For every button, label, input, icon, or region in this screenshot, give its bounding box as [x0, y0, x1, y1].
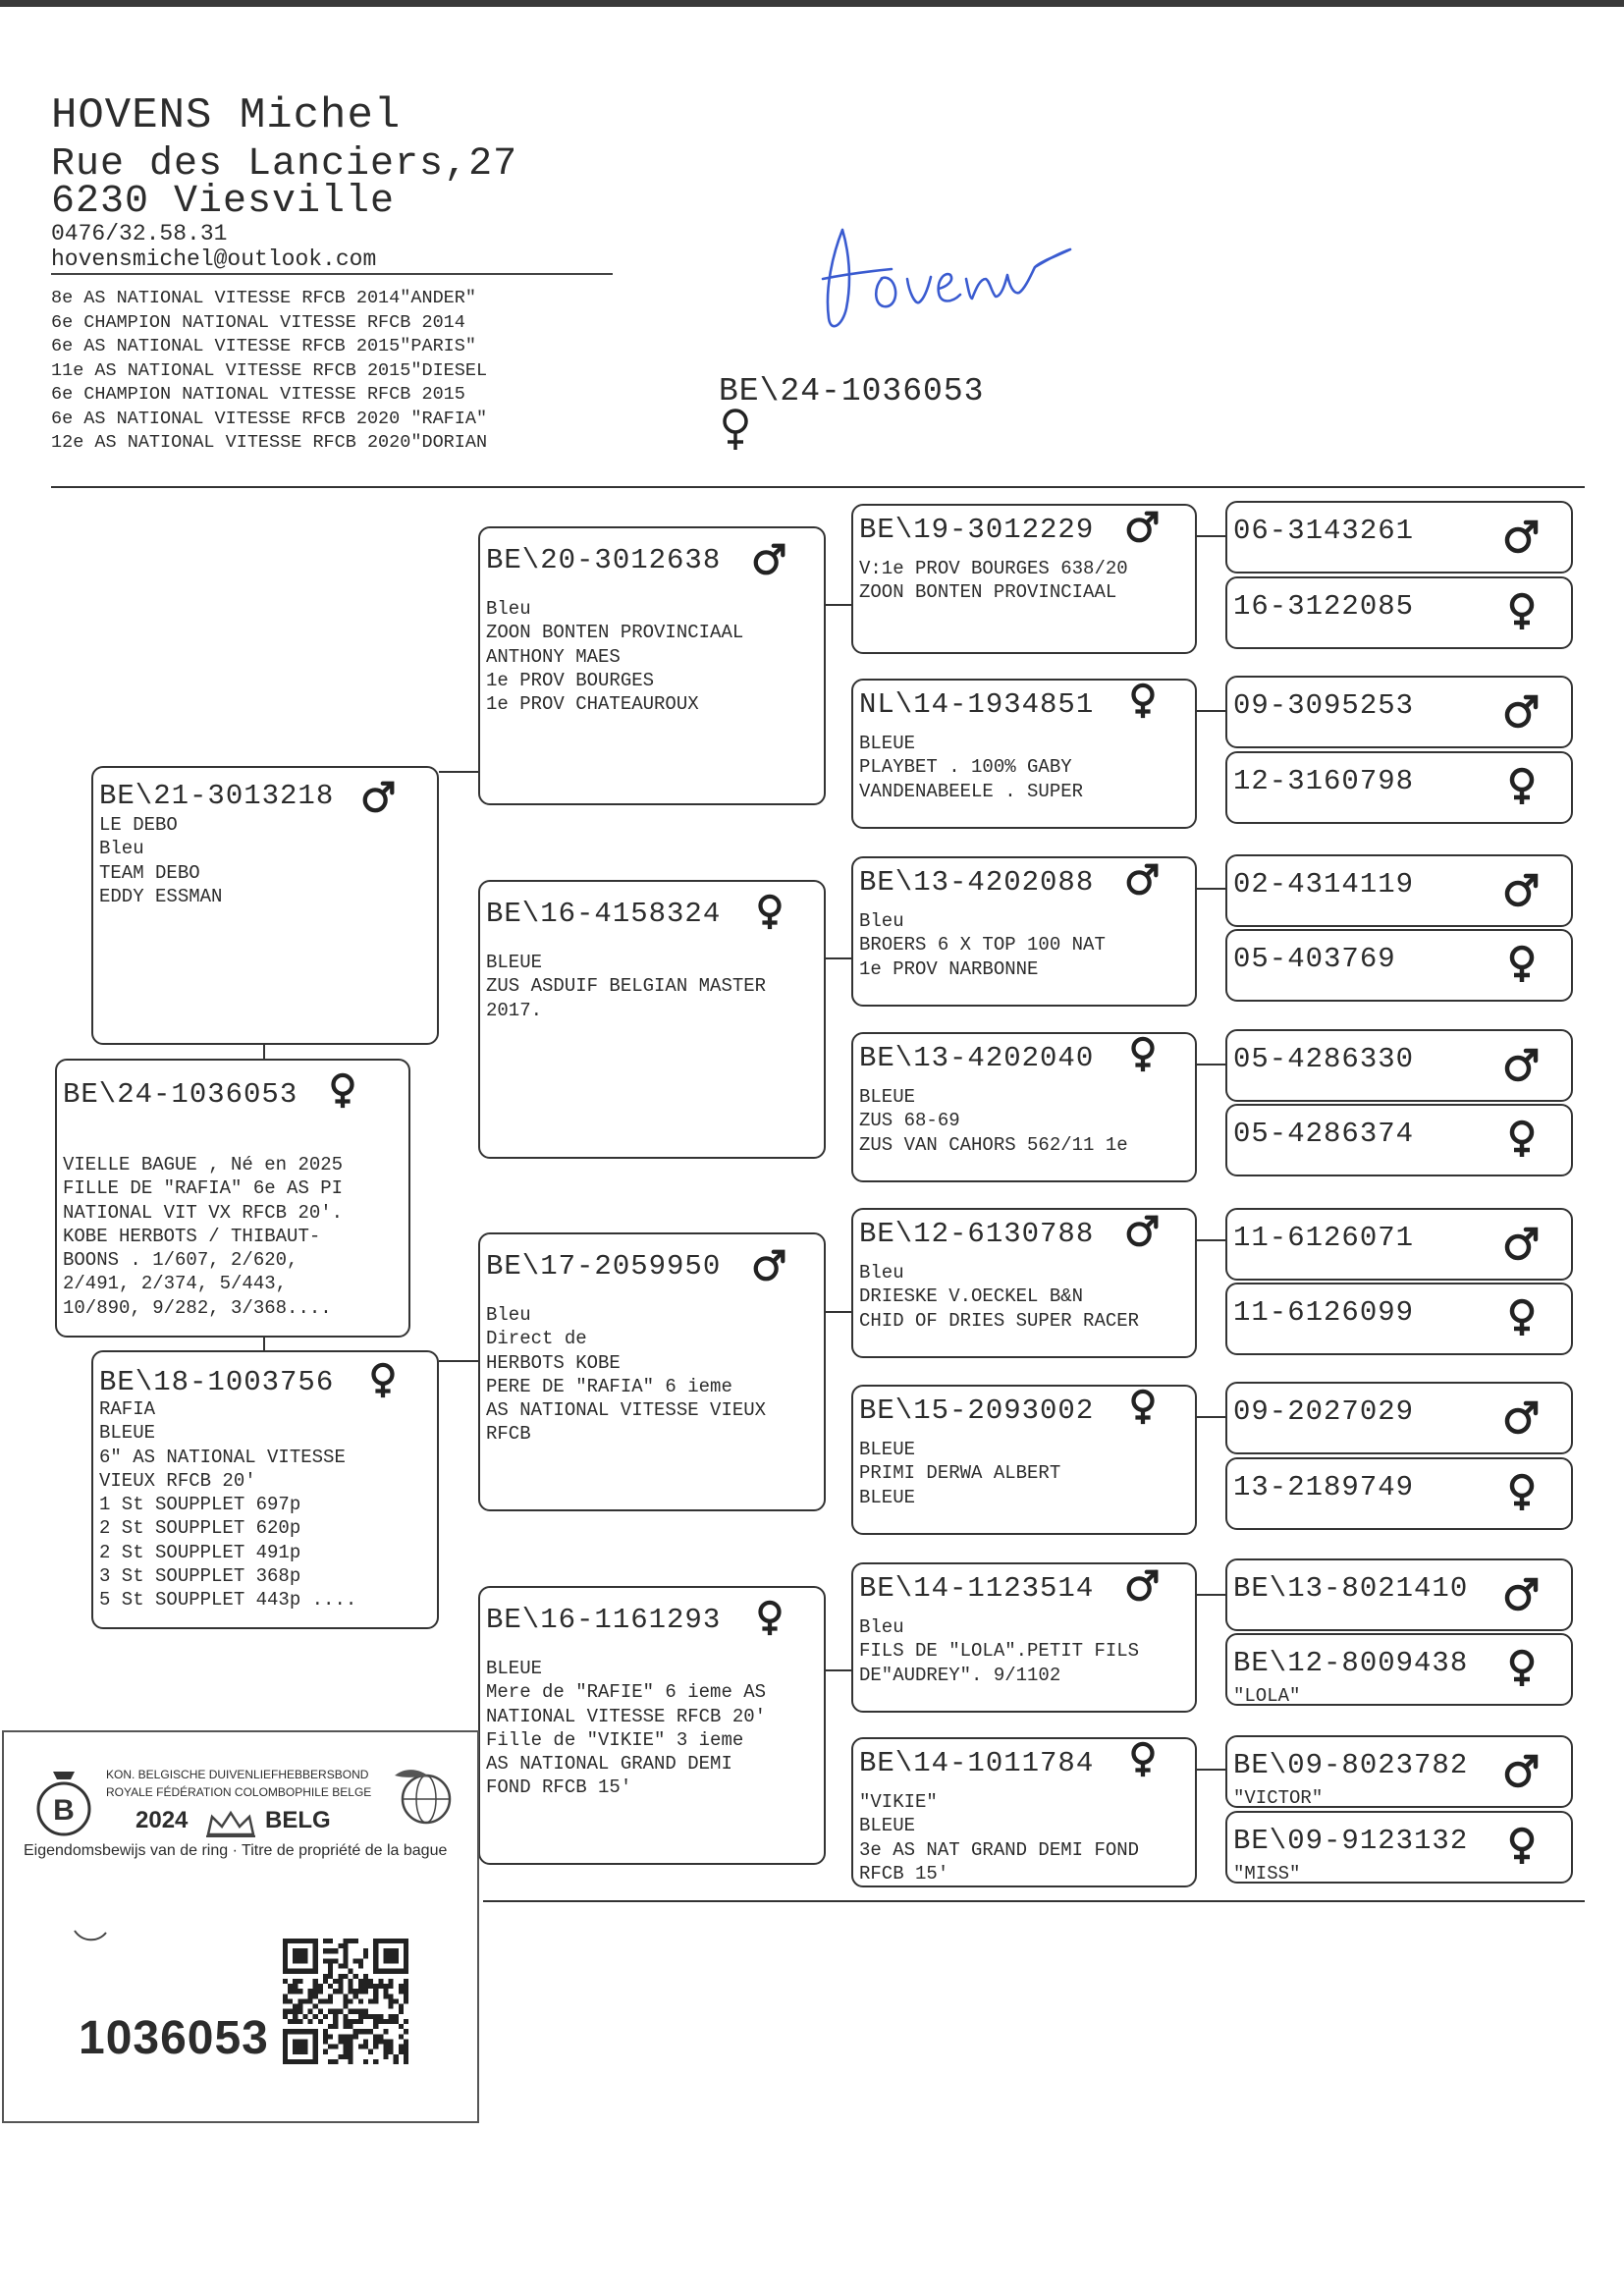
ring-number: 12-3160798 — [1233, 765, 1415, 797]
pigeon-notes: BLEUE PLAYBET . 100% GABY VANDENABEELE . SUPER — [859, 733, 1084, 802]
pigeon-notes: BLEUE ZUS ASDUIF BELGIAN MASTER 2017. — [486, 952, 767, 1021]
connector-line — [1197, 888, 1225, 890]
pigeon-notes: "VIKIE" BLEUE 3e AS NAT GRAND DEMI FOND RFCB 15' — [859, 1791, 1140, 1885]
female-symbol-icon — [751, 1600, 788, 1637]
ring-number: 05-4286374 — [1233, 1118, 1415, 1150]
footer-divider — [483, 1900, 1585, 1902]
crown-icon — [204, 1809, 257, 1838]
pigeon-notes: V:1e PROV BOURGES 638/20 ZOON BONTEN PROVINCIAAL — [859, 558, 1128, 604]
ring-number: BE\18-1003756 — [99, 1366, 335, 1398]
owner-divider — [51, 273, 613, 275]
gg-grandparent-box — [1225, 929, 1573, 1002]
ring-number: BE\09-9123132 — [1233, 1825, 1469, 1857]
female-symbol-icon — [1502, 945, 1542, 984]
gg-grandparent-box — [1225, 1633, 1573, 1706]
svg-text:B: B — [53, 1794, 75, 1827]
globe-pigeon-logo-icon — [387, 1762, 465, 1831]
male-symbol-icon — [1124, 860, 1162, 898]
owner-street: Rue des Lanciers,27 — [51, 142, 518, 187]
ring-number: 11-6126099 — [1233, 1296, 1415, 1329]
male-symbol-icon — [1502, 691, 1542, 731]
connector-line — [1197, 535, 1225, 537]
ring-number: BE\17-2059950 — [486, 1250, 722, 1283]
connector-line — [826, 1311, 851, 1313]
ring-number: 09-3095253 — [1233, 689, 1415, 722]
ring-number: 16-3122085 — [1233, 590, 1415, 623]
pigeon-name: "LOLA" — [1233, 1685, 1301, 1706]
connector-line — [1197, 1239, 1225, 1241]
connector-line — [263, 1338, 265, 1350]
ring-number: BE\16-1161293 — [486, 1604, 722, 1636]
hole-mark-icon — [71, 1927, 110, 1946]
qr-code-icon — [283, 1939, 408, 2064]
female-symbol-icon — [1124, 683, 1162, 720]
male-symbol-icon — [1502, 1224, 1542, 1263]
female-symbol-icon — [1502, 1827, 1542, 1866]
achievement-line: 6e CHAMPION NATIONAL VITESSE RFCB 2015 — [51, 384, 465, 405]
female-symbol-icon — [364, 1362, 402, 1399]
gg-grandparent-box — [1225, 1104, 1573, 1176]
great-grandparent-box — [851, 856, 1197, 1007]
owner-city: 6230 Viesville — [51, 180, 396, 224]
pigeon-notes: BLEUE PRIMI DERWA ALBERT BLEUE — [859, 1439, 1061, 1508]
great-grandparent-box — [851, 1032, 1197, 1182]
card-ring-number: 1036053 — [79, 2012, 269, 2064]
female-symbol-icon — [1124, 1036, 1162, 1073]
ring-number: 13-2189749 — [1233, 1471, 1415, 1503]
female-symbol-icon — [1124, 1741, 1162, 1778]
ring-number: BE\15-2093002 — [859, 1394, 1095, 1427]
card-org-fr: ROYALE FÉDÉRATION COLOMBOPHILE BELGE — [106, 1785, 372, 1799]
ring-number: 09-2027029 — [1233, 1395, 1415, 1428]
male-symbol-icon — [1124, 508, 1162, 545]
female-symbol-icon — [1502, 1298, 1542, 1338]
great-grandparent-box — [851, 1737, 1197, 1887]
owner-name: HOVENS Michel — [51, 91, 402, 140]
ring-number: BE\14-1123514 — [859, 1572, 1095, 1605]
achievement-line: 6e CHAMPION NATIONAL VITESSE RFCB 2014 — [51, 311, 465, 333]
gg-grandparent-box — [1225, 1382, 1573, 1454]
owner-phone: 0476/32.58.31 — [51, 221, 228, 246]
gg-grandparent-box — [1225, 1457, 1573, 1530]
ring-number: BE\12-6130788 — [859, 1218, 1095, 1250]
ring-number: BE\13-8021410 — [1233, 1572, 1469, 1605]
pigeon-box — [55, 1059, 410, 1338]
pigeon-name: "VICTOR" — [1233, 1787, 1324, 1808]
connector-line — [439, 771, 478, 773]
achievement-line: 6e AS NATIONAL VITESSE RFCB 2015"PARIS" — [51, 336, 476, 356]
male-symbol-icon — [1502, 1751, 1542, 1790]
card-year: 2024 — [135, 1807, 189, 1833]
grandparent-box — [478, 1232, 826, 1511]
ring-number: 05-4286330 — [1233, 1043, 1415, 1075]
ring-number: 05-403769 — [1233, 943, 1396, 975]
ring-number: 11-6126071 — [1233, 1222, 1415, 1254]
card-title: Eigendomsbewijs van de ring · Titre de propriété de la bague — [24, 1842, 448, 1859]
connector-line — [1197, 1416, 1225, 1418]
connector-line — [826, 1669, 851, 1671]
great-grandparent-box — [851, 1385, 1197, 1535]
female-symbol-icon — [1124, 1389, 1162, 1426]
ring-number: BE\24-1036053 — [63, 1078, 298, 1111]
female-symbol-icon — [751, 894, 788, 931]
connector-line — [1197, 710, 1225, 712]
gg-grandparent-box — [1225, 1558, 1573, 1631]
ring-number: 02-4314119 — [1233, 868, 1415, 901]
ring-number: 06-3143261 — [1233, 515, 1415, 547]
female-symbol-icon — [324, 1072, 361, 1110]
female-symbol-icon — [1502, 767, 1542, 806]
ring-number: BE\12-8009438 — [1233, 1647, 1469, 1679]
male-symbol-icon — [1502, 1574, 1542, 1613]
owner-achievements — [51, 287, 487, 456]
gg-grandparent-box — [1225, 1735, 1573, 1808]
connector-line — [1197, 1064, 1225, 1066]
male-symbol-icon — [751, 540, 788, 577]
female-symbol-icon — [1502, 1120, 1542, 1159]
ring-ownership-card — [2, 1730, 479, 2123]
male-symbol-icon — [1502, 1045, 1542, 1084]
great-grandparent-box — [851, 504, 1197, 654]
gg-grandparent-box — [1225, 676, 1573, 748]
pigeon-notes: Bleu Direct de HERBOTS KOBE PERE DE "RAFIA" 6 ieme AS NATIONAL VITESSE VIEUX RFCB — [486, 1304, 767, 1446]
gg-grandparent-box — [1225, 751, 1573, 824]
subject-ring-number: BE\24-1036053 — [719, 373, 985, 410]
grandparent-box — [478, 1586, 826, 1865]
connector-line — [1197, 1594, 1225, 1596]
ring-number: NL\14-1934851 — [859, 688, 1095, 721]
ring-number: BE\20-3012638 — [486, 544, 722, 576]
pigeon-notes: BLEUE Mere de "RAFIE" 6 ieme AS NATIONAL VITESSE RFCB 20' Fille de "VIKIE" 3 ieme AS NATIONAL GRAND DEMI FOND RFCB 15' — [486, 1658, 767, 1799]
great-grandparent-box — [851, 679, 1197, 829]
male-symbol-icon — [1502, 517, 1542, 556]
female-symbol-icon — [1502, 592, 1542, 631]
dam-box — [91, 1350, 439, 1629]
card-country: BELG — [265, 1807, 331, 1833]
pigeon-notes: RAFIA BLEUE 6" AS NATIONAL VITESSE VIEUX RFCB 20' 1 St SOUPPLET 697p 2 St SOUPPLET 620p 2 St SOUPPLET 491p 3 St SOUPPLET 368p 5 St SOUPPLET 443p .... — [99, 1398, 357, 1612]
header-divider — [51, 486, 1585, 488]
male-symbol-icon — [1124, 1566, 1162, 1604]
pigeon-notes: Bleu FILS DE "LOLA".PETIT FILS DE"AUDREY". 9/1102 — [859, 1616, 1140, 1686]
female-symbol-icon — [719, 407, 752, 454]
pigeon-notes: BLEUE ZUS 68-69 ZUS VAN CAHORS 562/11 1e — [859, 1086, 1128, 1156]
gg-grandparent-box — [1225, 576, 1573, 649]
scan-top-edge — [0, 0, 1624, 7]
great-grandparent-box — [851, 1562, 1197, 1713]
card-org-nl: KON. BELGISCHE DUIVENLIEFHEBBERSBOND — [106, 1768, 369, 1781]
gg-grandparent-box — [1225, 1208, 1573, 1281]
gg-grandparent-box — [1225, 1283, 1573, 1355]
handwritten-signature — [813, 210, 1078, 338]
pigeon-notes: Bleu DRIESKE V.OECKEL B&N CHID OF DRIES SUPER RACER — [859, 1262, 1140, 1332]
grandparent-box — [478, 526, 826, 805]
ring-number: BE\16-4158324 — [486, 898, 722, 930]
male-symbol-icon — [1502, 1397, 1542, 1437]
connector-line — [826, 957, 851, 959]
female-symbol-icon — [1502, 1649, 1542, 1688]
sire-box — [91, 766, 439, 1045]
pigeon-name: "MISS" — [1233, 1863, 1301, 1884]
federation-logo-icon — [33, 1764, 94, 1842]
pigeon-notes: VIELLE BAGUE , Né en 2025 FILLE DE "RAFIA" 6e AS PI NATIONAL VIT VX RFCB 20'. KOBE HERBOTS / THIBAUT- BOONS . 1/607, 2/620, 2/491, 2/374, 5/443, 10/890, 9/282, 3/368.... — [63, 1154, 344, 1319]
male-symbol-icon — [751, 1246, 788, 1284]
ring-number: BE\13-4202088 — [859, 866, 1095, 899]
pigeon-notes: LE DEBO Bleu TEAM DEBO EDDY ESSMAN — [99, 814, 223, 907]
connector-line — [1197, 1769, 1225, 1771]
achievement-line: 6e AS NATIONAL VITESSE RFCB 2020 "RAFIA" — [51, 408, 488, 429]
grandparent-box — [478, 880, 826, 1159]
ring-number: BE\21-3013218 — [99, 780, 335, 812]
achievement-line: 8e AS NATIONAL VITESSE RFCB 2014"ANDER" — [51, 288, 476, 308]
gg-grandparent-box — [1225, 854, 1573, 927]
pigeon-notes: Bleu BROERS 6 X TOP 100 NAT 1e PROV NARBONNE — [859, 910, 1106, 980]
male-symbol-icon — [1124, 1212, 1162, 1249]
ring-number: BE\13-4202040 — [859, 1042, 1095, 1074]
male-symbol-icon — [360, 778, 398, 815]
pigeon-notes: Bleu ZOON BONTEN PROVINCIAAL ANTHONY MAES 1e PROV BOURGES 1e PROV CHATEAUROUX — [486, 598, 744, 716]
owner-email: hovensmichel@outlook.com — [51, 246, 377, 272]
ring-number: BE\14-1011784 — [859, 1747, 1095, 1779]
ring-number: BE\19-3012229 — [859, 514, 1095, 546]
connector-line — [826, 604, 851, 606]
gg-grandparent-box — [1225, 1811, 1573, 1884]
connector-line — [263, 1043, 265, 1059]
great-grandparent-box — [851, 1208, 1197, 1358]
achievement-line: 12e AS NATIONAL VITESSE RFCB 2020"DORIAN — [51, 432, 488, 453]
male-symbol-icon — [1502, 870, 1542, 909]
achievement-line: 11e AS NATIONAL VITESSE RFCB 2015"DIESEL — [51, 359, 488, 381]
gg-grandparent-box — [1225, 1029, 1573, 1102]
connector-line — [439, 1360, 478, 1362]
female-symbol-icon — [1502, 1473, 1542, 1512]
ring-number: BE\09-8023782 — [1233, 1749, 1469, 1781]
gg-grandparent-box — [1225, 501, 1573, 574]
